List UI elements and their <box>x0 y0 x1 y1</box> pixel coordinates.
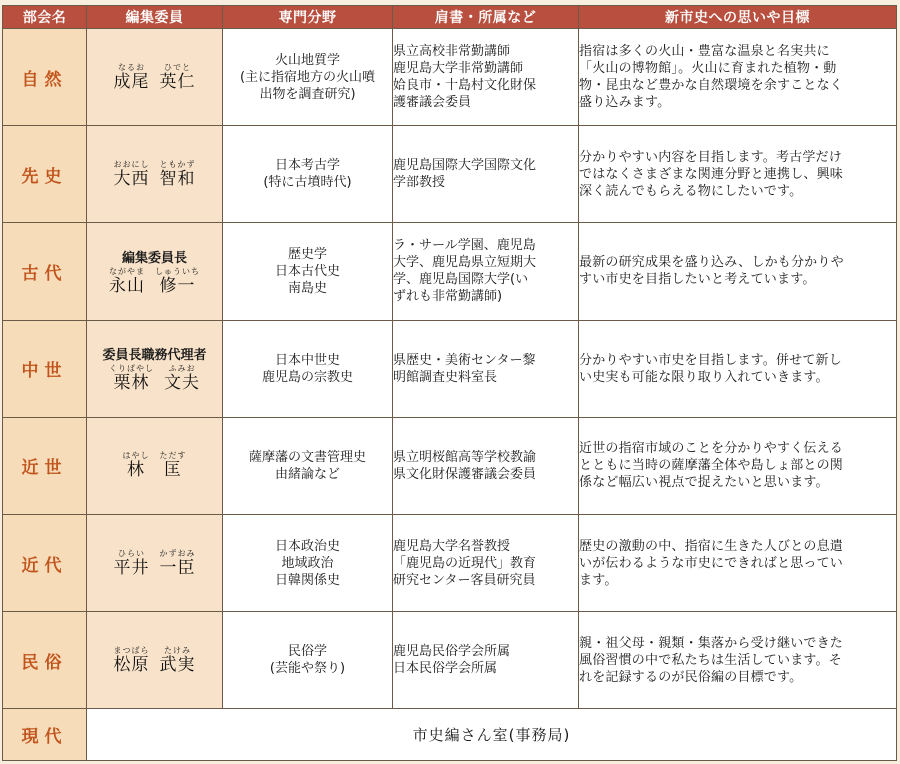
title-line: 県文化財保護審議会委員 <box>393 466 537 482</box>
title-line: 県立高校非常勤講師 <box>393 44 511 60</box>
section-name: 自然 <box>3 29 87 126</box>
field-line: 民俗学 <box>287 644 327 660</box>
member-cell <box>87 612 223 709</box>
family-name-kanji: 栗林 <box>113 373 150 394</box>
title-line: 県歴史・美術センター黎 <box>393 352 536 368</box>
given-name-kanji: 英仁 <box>159 71 196 92</box>
goal-line: とともに当時の薩摩藩全体や島しょ部との関 <box>579 458 844 474</box>
title-line: 明館調査史料室長 <box>393 369 498 385</box>
family-name <box>109 267 145 296</box>
member-cell <box>87 514 223 611</box>
given-name <box>160 160 196 189</box>
given-name <box>160 63 196 92</box>
field-line: 地域政治 <box>281 555 334 571</box>
given-name <box>160 646 196 675</box>
header-goal: 新市史への思いや目標 <box>579 6 897 29</box>
section-name: 近代 <box>3 514 87 611</box>
specialty-cell <box>223 126 393 223</box>
field-line: 出物を調査研究) <box>259 86 356 102</box>
section-name: 民俗 <box>3 612 87 709</box>
given-name <box>164 364 200 393</box>
affiliation-cell <box>393 612 579 709</box>
table-row-office <box>3 709 897 761</box>
header-row <box>3 6 897 29</box>
affiliation-cell <box>393 320 579 417</box>
title-line: 研究センター客員研究員 <box>393 572 536 588</box>
goal-cell <box>579 320 897 417</box>
title-line: ラ・サール学園、鹿児島 <box>393 238 536 254</box>
field-line: 日本政治史 <box>274 538 340 554</box>
given-name-ruby: たけみ <box>164 645 191 655</box>
member-cell <box>87 417 223 514</box>
family-name-ruby: はやし <box>122 451 150 461</box>
family-name <box>114 63 150 92</box>
affiliation-cell <box>393 29 579 126</box>
field-line: 南島史 <box>287 280 327 296</box>
section-name: 中世 <box>3 320 87 417</box>
given-name <box>160 549 196 578</box>
member-role: 編集委員長 <box>121 250 187 266</box>
field-line: 薩摩藩の文書管理史 <box>248 449 366 465</box>
affiliation-cell <box>393 126 579 223</box>
family-name-ruby: まつばら <box>113 645 150 655</box>
member-role: 委員長職務代理者 <box>102 348 207 364</box>
title-line: 県立明桜館高等学校教諭 <box>393 449 537 465</box>
section-name: 古代 <box>3 223 87 320</box>
given-name-ruby: ふみお <box>168 364 196 374</box>
family-name-kanji: 平井 <box>113 557 150 578</box>
goal-line: 分かりやすい市史を目指します。併せて新し <box>579 352 842 368</box>
field-line: (主に指宿地方の火山噴 <box>239 69 376 85</box>
field-line: (芸能や祭り) <box>269 661 346 677</box>
member-cell <box>87 223 223 320</box>
table-row-5 <box>3 417 897 514</box>
header-title: 肩書・所属など <box>393 6 579 29</box>
member-cell <box>87 29 223 126</box>
family-name-kanji: 成尾 <box>113 71 150 92</box>
field-line: 鹿児島の宗教史 <box>261 369 353 385</box>
family-name-kanji: 松原 <box>113 654 150 675</box>
family-name <box>123 451 150 480</box>
given-name-ruby: ともかず <box>159 159 196 169</box>
goal-line: 深く読んでもらえる物にしたいです。 <box>579 183 803 199</box>
family-name-kanji: 永山 <box>109 275 145 296</box>
goal-line: いが伝わるような市史にできればと思ってい <box>579 555 844 571</box>
goal-line: 最新の研究成果を盛り込み、しかも分かりや <box>579 255 844 271</box>
title-line: ずれも非常勤講師) <box>393 289 503 305</box>
title-line: 鹿児島民俗学会所属 <box>393 644 511 660</box>
family-name-kanji: 林 <box>127 460 145 481</box>
section-name: 先史 <box>3 126 87 223</box>
goal-line: ではなくさまざまな関連分野と連携し、興味 <box>579 166 844 182</box>
given-name-kanji: 一臣 <box>159 557 196 578</box>
member-cell <box>87 126 223 223</box>
specialty-cell <box>223 417 393 514</box>
family-name <box>109 364 154 393</box>
goal-line: ます。 <box>579 572 618 588</box>
goal-cell <box>579 126 897 223</box>
table-row-1 <box>3 29 897 126</box>
given-name-ruby: ひでと <box>164 62 191 72</box>
given-name-ruby: ただす <box>159 451 187 461</box>
goal-line: すい市史を目指したいと考えています。 <box>579 272 816 288</box>
title-line: 鹿児島国際大学国際文化 <box>393 158 537 174</box>
goal-line: 分かりやすい内容を目指します。考古学だけ <box>579 149 842 165</box>
goal-line: 「火山の博物館」。火山に育まれた植物・動 <box>579 61 837 77</box>
given-name-kanji: 修一 <box>159 275 196 296</box>
goal-cell <box>579 29 897 126</box>
title-line: 学、鹿児島国際大学(い <box>393 272 529 288</box>
title-line: 大学、鹿児島県立短期大 <box>393 255 537 271</box>
title-line: 日本民俗学会所属 <box>393 661 498 677</box>
title-line: 鹿児島大学名誉教授 <box>393 538 511 554</box>
goal-line: 親・祖父母・親類・集落から受け継いできた <box>579 635 844 651</box>
title-line: 鹿児島大学非常勤講師 <box>393 61 524 77</box>
field-line: 日本中世史 <box>274 352 340 368</box>
goal-line: 風俗習慣の中で私たちは生活しています。そ <box>579 652 842 668</box>
goal-cell <box>579 417 897 514</box>
goal-line: 歴史の激動の中、指宿に生きた人びとの息遣 <box>579 538 844 554</box>
table-row-7 <box>3 612 897 709</box>
title-line: 護審議会委員 <box>393 95 472 111</box>
family-name-ruby: ひらい <box>118 548 145 558</box>
header-section: 部会名 <box>3 6 87 29</box>
given-name-kanji: 武実 <box>159 654 196 675</box>
given-name-ruby: しゅういち <box>155 266 200 276</box>
field-line: (特に古墳時代) <box>263 175 352 191</box>
family-name <box>114 646 150 675</box>
given-name <box>155 267 200 296</box>
given-name-ruby: かずおみ <box>159 548 196 558</box>
table-row-4 <box>3 320 897 417</box>
family-name <box>114 549 150 578</box>
title-line: 学部教授 <box>393 175 446 191</box>
table-row-2 <box>3 126 897 223</box>
specialty-cell <box>223 514 393 611</box>
given-name-kanji: 智和 <box>159 168 196 189</box>
given-name-kanji: 文夫 <box>164 373 200 394</box>
affiliation-cell <box>393 514 579 611</box>
family-name-ruby: くりばやし <box>109 364 154 374</box>
header-field: 専門分野 <box>223 6 393 29</box>
goal-cell <box>579 514 897 611</box>
goal-line: 係など幅広い視点で捉えたいと思います。 <box>579 475 829 491</box>
affiliation-cell <box>393 223 579 320</box>
affiliation-cell <box>393 417 579 514</box>
specialty-cell <box>223 320 393 417</box>
family-name-ruby: なるお <box>118 62 145 72</box>
specialty-cell <box>223 223 393 320</box>
field-line: 由緒論など <box>274 466 340 482</box>
family-name-kanji: 大西 <box>113 168 150 189</box>
field-line: 日本考古学 <box>274 158 340 174</box>
family-name-ruby: おおにし <box>113 159 150 169</box>
goal-line: 近世の指宿市域のことを分かりやすく伝える <box>579 441 844 457</box>
goal-line: 盛り込みます。 <box>579 95 671 111</box>
table-row-6 <box>3 514 897 611</box>
goal-line: 指宿は多くの火山・豊富な温泉と名実共に <box>579 44 830 60</box>
office-cell: 市史編さん室(事務局) <box>87 709 897 761</box>
given-name-kanji: 匡 <box>164 460 182 481</box>
field-line: 日本古代史 <box>274 263 340 279</box>
goal-line: れを記録するのが民俗編の目標です。 <box>579 669 803 685</box>
title-line: 「鹿児島の近現代」教育 <box>393 555 537 571</box>
family-name-ruby: ながやま <box>109 266 145 276</box>
specialty-cell <box>223 29 393 126</box>
goal-line: い史実も可能な限り取り入れていきます。 <box>579 369 829 385</box>
section-name: 現代 <box>3 709 87 761</box>
goal-line: 物・昆虫など豊かな自然環境を余すことなく <box>579 78 844 94</box>
field-line: 火山地質学 <box>274 52 340 68</box>
header-member: 編集委員 <box>87 6 223 29</box>
family-name <box>114 160 150 189</box>
goal-cell <box>579 223 897 320</box>
editorial-committee-table <box>2 5 897 761</box>
given-name <box>160 451 187 480</box>
goal-cell <box>579 612 897 709</box>
field-line: 日韓関係史 <box>274 572 340 588</box>
field-line: 歴史学 <box>287 246 327 262</box>
table-row-3 <box>3 223 897 320</box>
member-cell <box>87 320 223 417</box>
specialty-cell <box>223 612 393 709</box>
title-line: 姶良市・十島村文化財保 <box>393 78 537 94</box>
section-name: 近世 <box>3 417 87 514</box>
